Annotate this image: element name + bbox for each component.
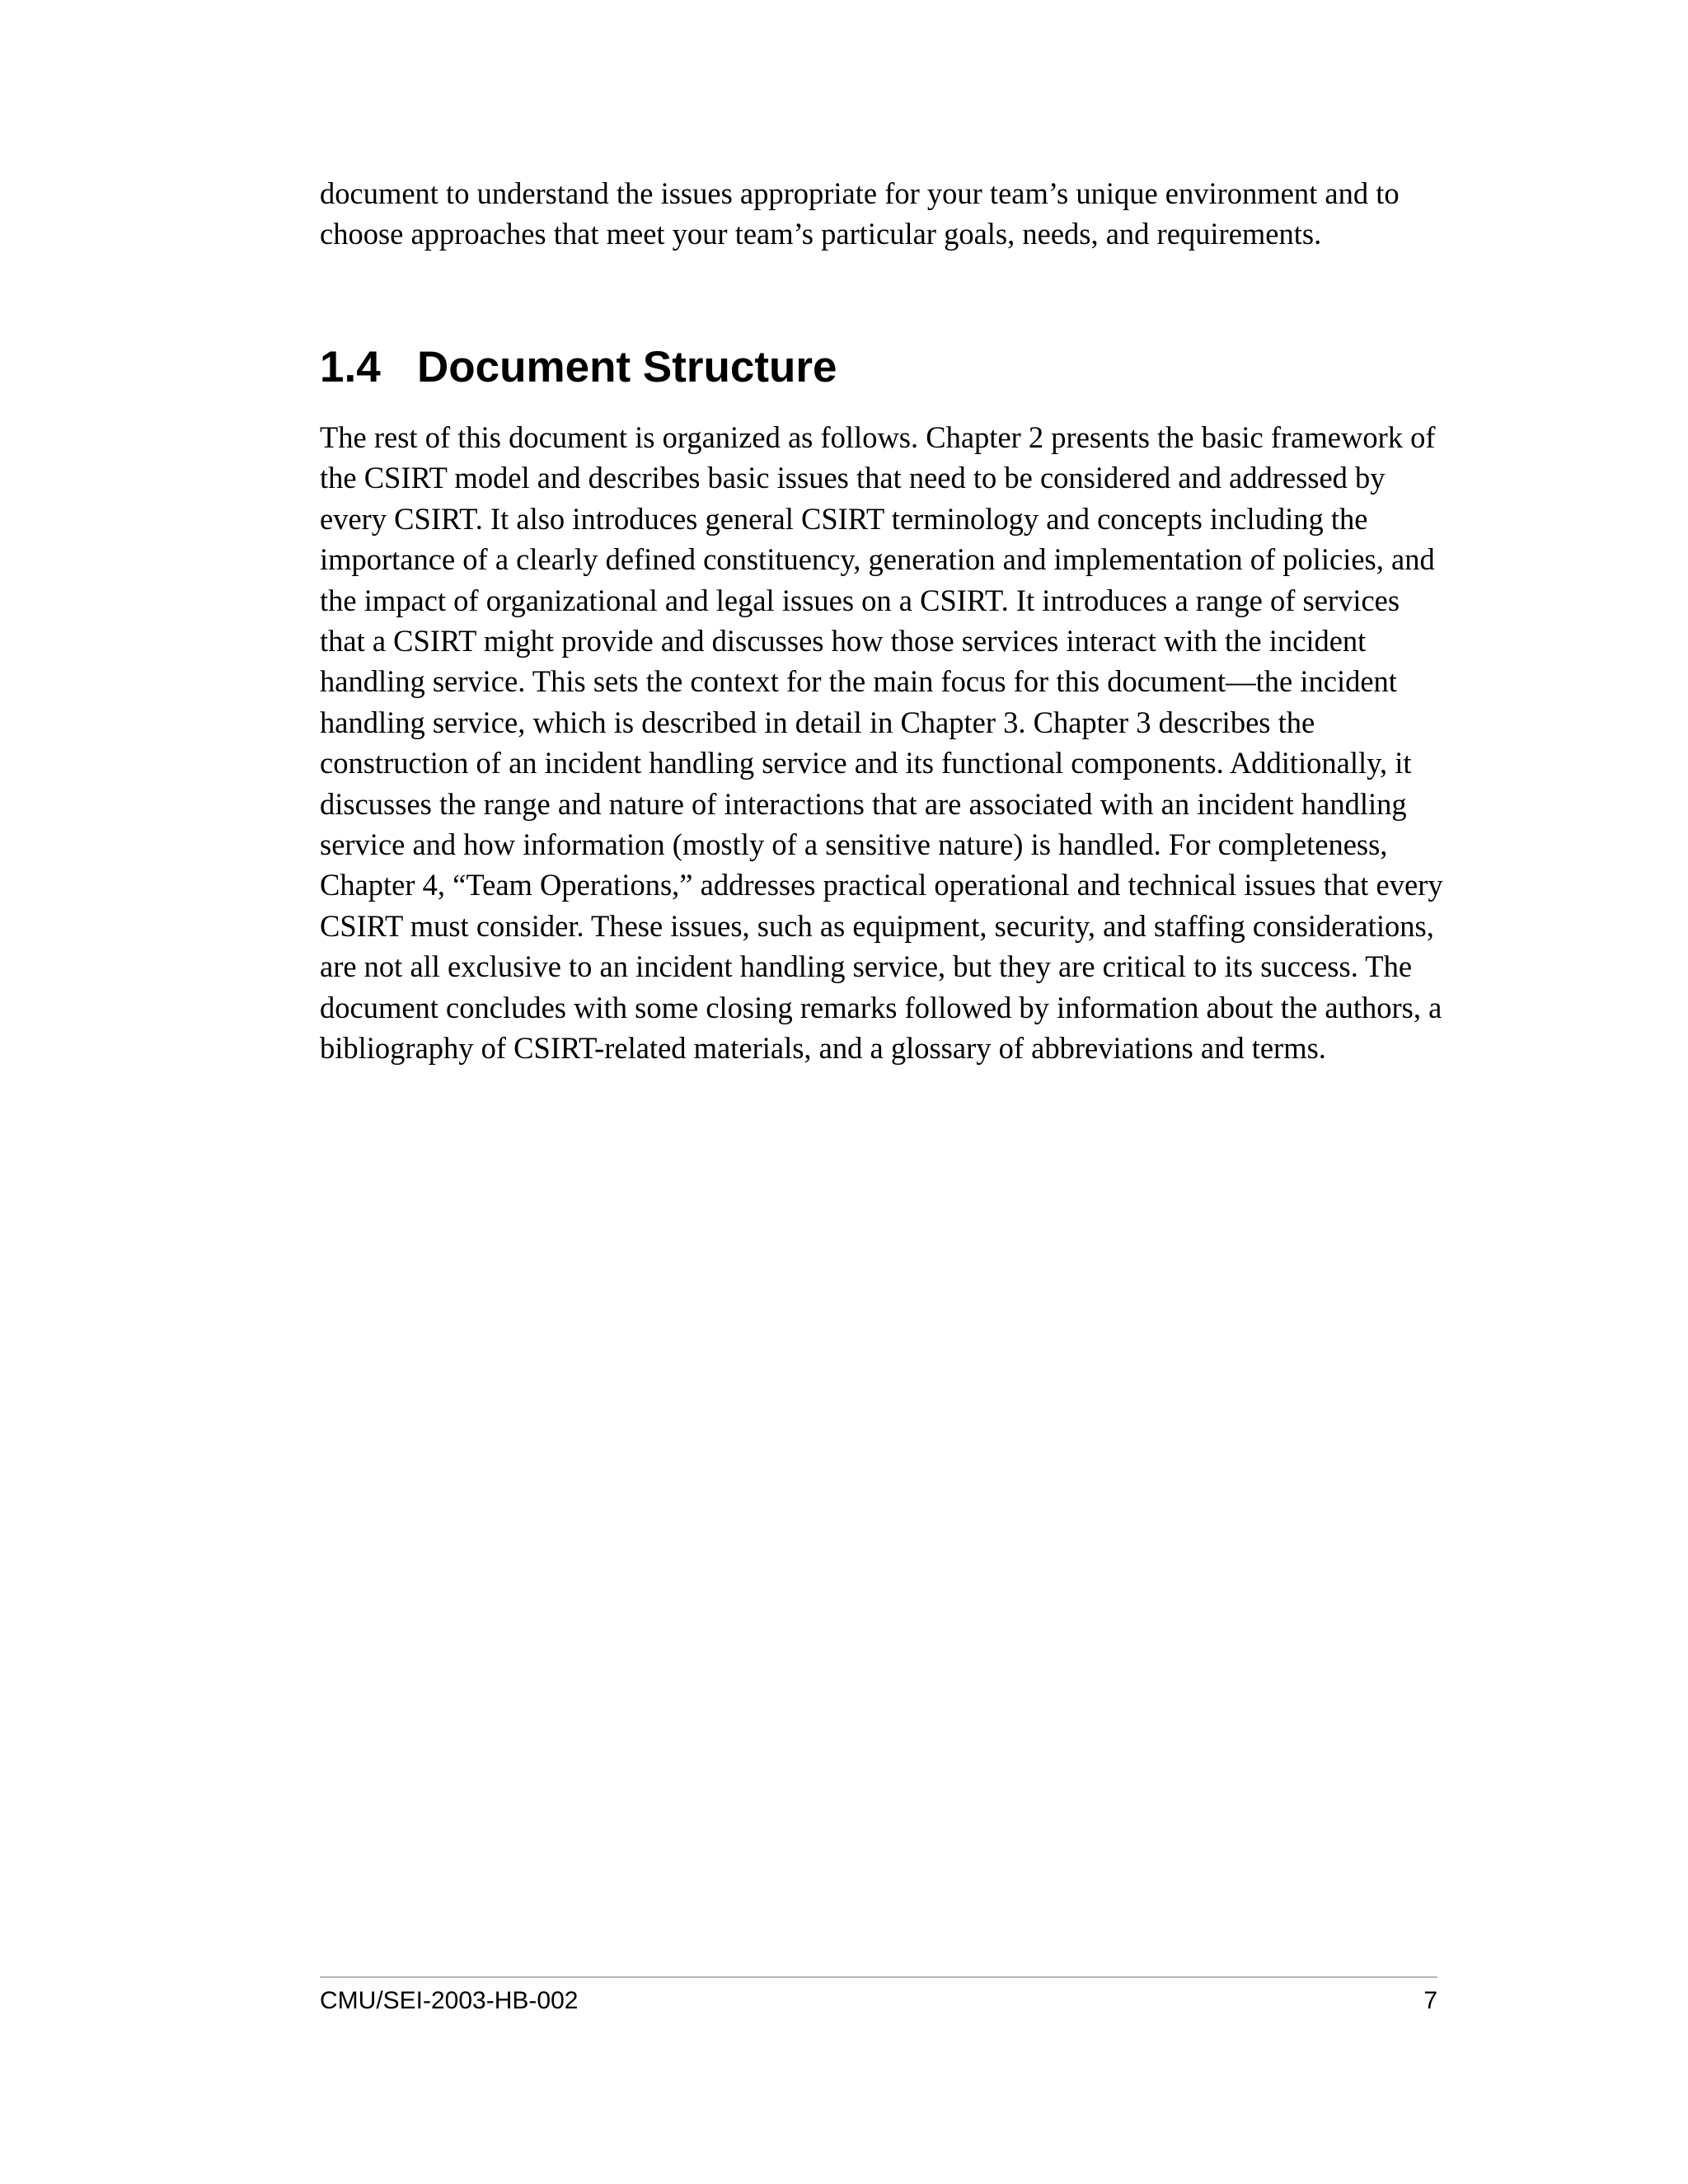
paragraph-line: the CSIRT model and describes basic issues that need to be considered and addressed by [320,461,1386,495]
paragraph-line: CSIRT must consider. These issues, such as equipment, security, and staffing considerations, [320,908,1434,943]
paragraph-line: construction of an incident handling service and its functional components. Additionally, it [320,746,1412,780]
paragraph-line: document concludes with some closing remarks followed by information about the authors, a [320,990,1442,1024]
paragraph-line: handling service, which is described in detail in Chapter 3. Chapter 3 describes the [320,705,1315,739]
section-number: 1.4 [320,343,381,391]
paragraph-line: The rest of this document is organized as follows. Chapter 2 presents the basic framework of [320,420,1436,454]
paragraph-line: handling service. This sets the context for the main focus for this document—the incident [320,664,1397,699]
report-id: CMU/SEI-2003-HB-002 [320,1987,579,2014]
section-title: Document Structure [417,343,837,391]
paragraph-line: discusses the range and nature of interactions that are associated with an incident handling [320,786,1407,821]
paragraph-line: bibliography of CSIRT-related materials, and a glossary of abbreviations and terms. [320,1031,1326,1066]
paragraph-line: are not all exclusive to an incident handling service, but they are critical to its success. The [320,949,1413,984]
paragraph-line: document to understand the issues appropriate for your team’s unique environment and to [320,176,1400,210]
paragraph-line: Chapter 4, “Team Operations,” addresses practical operational and technical issues that every [320,868,1443,902]
section-heading [320,343,837,392]
page-content [320,173,1443,1066]
footer-divider [320,1976,1437,1978]
paragraph-line: importance of a clearly defined constituency, generation and implementation of policies, and [320,542,1435,577]
page-footer [320,1983,1437,2019]
paragraph-line: every CSIRT. It also introduces general CSIRT terminology and concepts including the [320,501,1368,536]
paragraph-line: the impact of organizational and legal issues on a CSIRT. It introduces a range of services [320,583,1400,617]
intro-paragraph [320,173,1441,255]
paragraph-line: that a CSIRT might provide and discusses how those services interact with the incident [320,624,1367,658]
section-paragraph [320,417,1443,1069]
page-number: 7 [1423,1987,1437,2014]
paragraph-line: service and how information (mostly of a sensitive nature) is handled. For completeness, [320,827,1388,862]
paragraph-line: choose approaches that meet your team’s particular goals, needs, and requirements. [320,217,1322,251]
